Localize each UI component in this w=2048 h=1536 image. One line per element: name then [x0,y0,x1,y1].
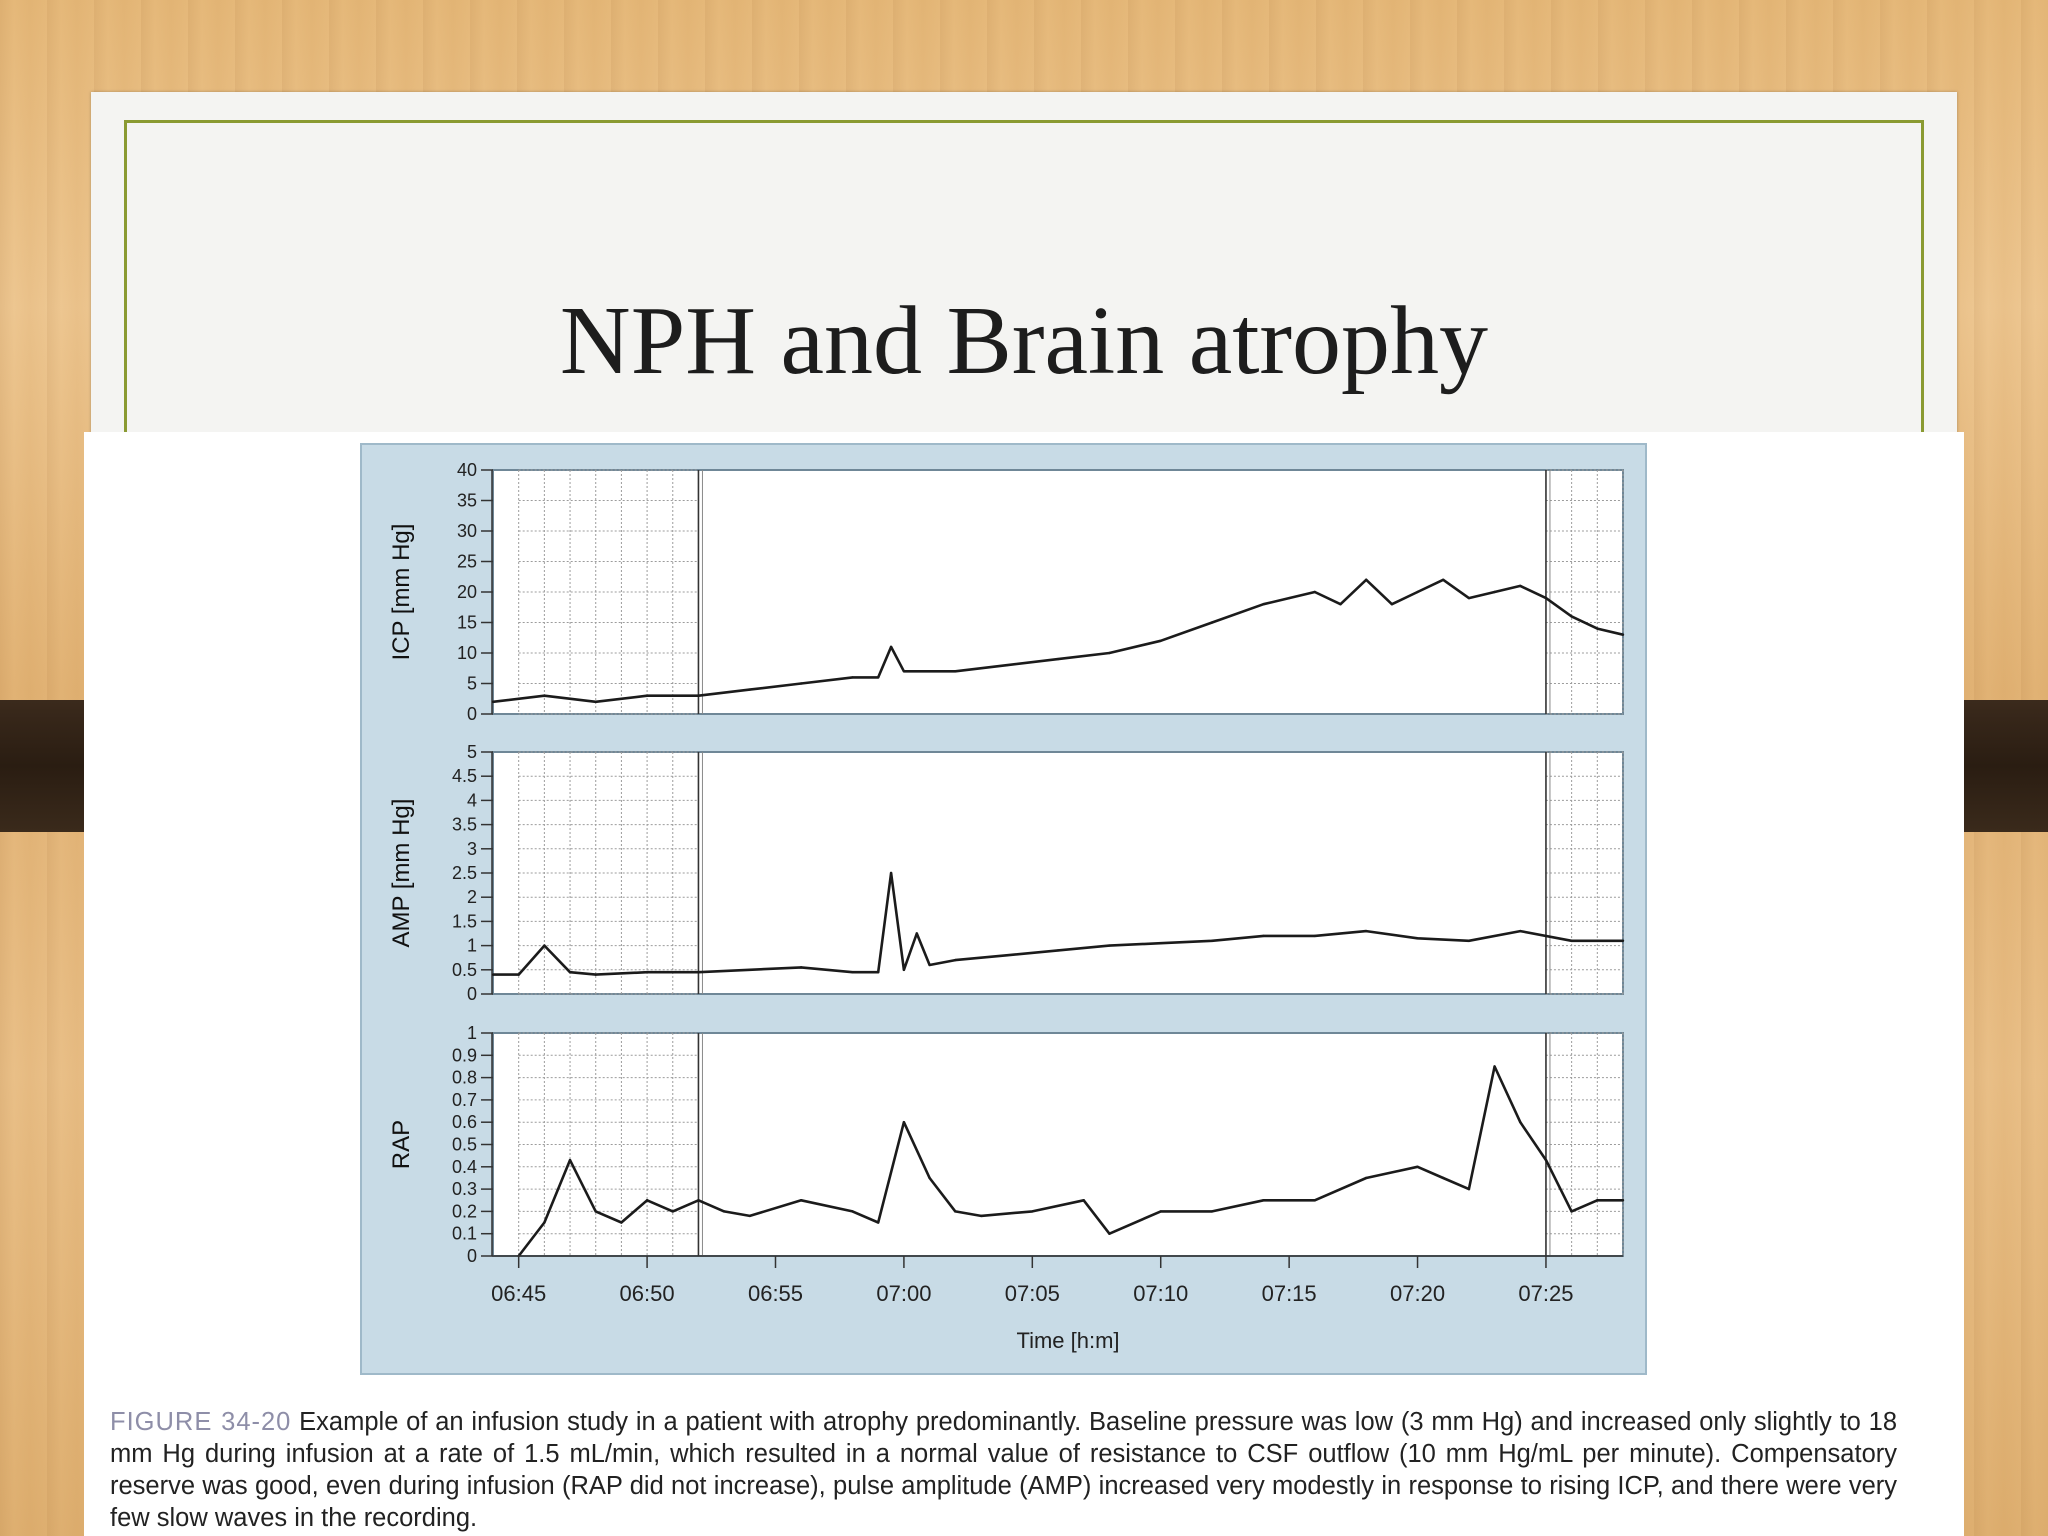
panel-2-y-tick-label: 3.5 [451,814,477,835]
panel-1-data-point [800,682,802,684]
figure-label: FIGURE 34-20 [110,1408,292,1436]
panel-2-data-point [1262,935,1264,937]
panel-3-data-point [569,1159,571,1161]
panel-3-data-point [595,1210,597,1212]
panel-2-data-point [928,964,930,966]
panel-1-y-tick-label: 25 [456,551,477,572]
panel-3-x-tick-label: 07:25 [1518,1281,1574,1306]
panel-3-data-point [954,1210,956,1212]
panel-3-data-point [697,1199,699,1201]
panel-1-data-point [1622,634,1624,636]
panel-2-y-tick-label: 2 [466,887,477,908]
panel-2-data-point [877,971,879,973]
panel-3-y-tick-label: 0.7 [451,1089,477,1110]
panel-3-data-point [1160,1210,1162,1212]
panel-3-data-point [1468,1188,1470,1190]
panel-1-y-axis-label: ICP [mm Hg] [388,523,415,661]
panel-1-y-tick-label: 15 [456,612,477,633]
panel-1-data-point [903,670,905,672]
panel-1-data-point [697,695,699,697]
panel-3-data-point [1493,1065,1495,1067]
panel-2-data-point [1057,949,1059,951]
panel-2-y-tick-label: 4.5 [451,766,477,787]
panel-3-data-point [1545,1159,1547,1161]
panel-2-data-point [1519,930,1521,932]
panel-2-y-tick-label: 1 [466,935,477,956]
panel-3-data-point [1416,1166,1418,1168]
panel-3-data-point [1211,1210,1213,1212]
panel-1-data-point [492,701,494,703]
panel-3-x-tick-label: 06:55 [747,1281,804,1306]
panel-2-y-tick-label: 0 [466,984,477,1004]
panel-1-data-point [1391,603,1393,605]
panel-2-data-point [1108,944,1110,946]
panel-1-data-point [1416,591,1418,593]
panel-3-x-axis-label: Time [h:m] [1016,1328,1120,1353]
panel-3-x-tick-label: 07:15 [1261,1281,1317,1306]
panel-2-data-point [749,969,751,971]
panel-3-x-tick-label: 06:45 [491,1281,547,1306]
panel-3-data-point [1108,1233,1110,1235]
panel-2-y-tick-label: 2.5 [451,863,477,883]
panel-1-data-point [1570,615,1572,617]
panel-2-data-point [1211,940,1213,942]
panel-2-data-point [1622,940,1624,942]
panel-1-data-point [1108,652,1110,654]
panel-2-y-tick-label: 1.5 [451,911,477,932]
panel-1-data-point [851,676,853,678]
panel-2-data-point [1005,954,1007,956]
panel-3-data-point [749,1215,751,1217]
panel-1-plot-area [493,470,1623,714]
panel-2-data-point [1468,940,1470,942]
panel-3-y-tick-label: 0.3 [451,1179,477,1200]
panel-3-x-tick-label: 07:05 [1004,1281,1060,1306]
panel-2-data-point [903,969,905,971]
panel-3-data-point [1442,1177,1444,1179]
panel-2-data-point [517,973,519,975]
panel-2-data-point [543,944,545,946]
panel-2-y-tick-label: 5 [466,742,477,762]
panel-1-data-point [1365,579,1367,581]
panel-1-data-point [646,695,648,697]
panel-3-data-point [1570,1210,1572,1212]
panel-3-data-point [980,1215,982,1217]
panel-3-data-point [672,1210,674,1212]
panel-3-y-tick-label: 0.5 [451,1134,477,1155]
panel-1-data-point [1160,640,1162,642]
panel-3-data-point [1519,1121,1521,1123]
panel-2-data-point [1160,942,1162,944]
panel-2-y-axis-label: AMP [mm Hg] [388,798,415,948]
panel-3-y-tick-label: 0.1 [451,1223,477,1244]
panel-1-data-point [1493,591,1495,593]
panel-1-data-point [749,688,751,690]
panel-1-y-tick-label: 5 [466,673,477,694]
panel-2-data-point [800,966,802,968]
panel-3-data-point [1082,1199,1084,1201]
panel-3-data-point [1314,1199,1316,1201]
panel-3-plot-area [493,1033,1623,1256]
panel-1-data-point [595,701,597,703]
panel-2-data-point [595,973,597,975]
panel-1-data-point [1288,597,1290,599]
panel-2-plot-area [493,752,1623,994]
panel-1-y-tick-label: 40 [456,460,477,480]
panel-2-data-point [890,872,892,874]
panel-1-data-point [877,676,879,678]
panel-1-data-point [1468,597,1470,599]
panel-3-data-point [543,1221,545,1223]
panel-1-data-point [1442,579,1444,581]
panel-1-data-point [954,670,956,672]
panel-1-data-point [1519,585,1521,587]
panel-3-data-point [903,1121,905,1123]
panel-1-data-point [1262,603,1264,605]
panel-3-data-point [1622,1199,1624,1201]
panel-3-data-point [928,1177,930,1179]
panel-1-data-point [1211,621,1213,623]
panel-1-data-point [1005,664,1007,666]
panel-3-x-tick-label: 06:50 [619,1281,675,1306]
panel-1-data-point [543,695,545,697]
panel-2-data-point [851,971,853,973]
panel-3-data-point [1262,1199,1264,1201]
panel-3-data-point [620,1221,622,1223]
panel-2-data-point [569,971,571,973]
panel-3-data-point [800,1199,802,1201]
panel-3-data-point [723,1210,725,1212]
panel-3-y-tick-label: 0.2 [451,1201,477,1222]
panel-3-y-tick-label: 1 [466,1023,477,1043]
panel-3-y-tick-label: 0.8 [451,1067,477,1088]
panel-2-data-point [954,959,956,961]
panel-1-data-point [1545,597,1547,599]
panel-1-y-tick-label: 10 [456,643,477,663]
panel-1-y-tick-label: 35 [456,490,477,511]
panel-2-y-tick-label: 3 [466,838,477,859]
panel-3-x-tick-label: 07:10 [1133,1281,1189,1306]
panel-1-y-tick-label: 30 [456,521,477,541]
panel-2-data-point [492,973,494,975]
panel-3-y-axis-label: RAP [388,1119,415,1170]
panel-3-data-point [1596,1199,1598,1201]
panel-3-data-point [877,1221,879,1223]
panel-1-data-point [1596,627,1598,629]
panel-2-y-tick-label: 4 [466,790,477,811]
panel-2-data-point [1570,940,1572,942]
panel-2-data-point [1416,937,1418,939]
panel-3-data-point [1365,1177,1367,1179]
panel-3-x-tick-label: 07:00 [876,1281,932,1306]
panel-3-x-tick-label: 07:20 [1390,1281,1446,1306]
panel-1-data-point [1057,658,1059,660]
caption-text: Example of an infusion study in a patient with atrophy predominantly. Baseline pressure was low (3 mm Hg) and increased only slightly to 18 mm Hg during infusion at a rate of 1.5 mL/min, which resulted in a normal value of resistance to CSF outflow (10 mm Hg/mL per minute). Compensatory reserve was good, even during infusion (RAP did not increase), pulse amplitude (AMP) increased very modestly in response to rising ICP, and there were very few slow waves in the recording. [110,1408,1897,1532]
panel-2-data-point [646,971,648,973]
panel-1-data-point [890,646,892,648]
panel-3-y-tick-label: 0.6 [451,1112,477,1133]
panel-3-data-point [1031,1210,1033,1212]
panel-2-y-tick-label: 0.5 [451,959,477,980]
panel-3-y-tick-label: 0.4 [451,1156,477,1177]
panel-3-y-tick-label: 0.9 [451,1045,477,1066]
panel-1-data-point [1314,591,1316,593]
panel-1-y-tick-label: 20 [456,582,477,602]
panel-3-data-point [646,1199,648,1201]
panel-3-y-tick-label: 0 [466,1246,477,1266]
panel-2-data-point [1314,935,1316,937]
panel-1-y-tick-label: 0 [466,704,477,724]
panel-3-data-point [851,1210,853,1212]
panel-1-data-point [1339,603,1341,605]
panel-2-data-point [1365,930,1367,932]
figure-caption [110,1406,1897,1534]
panel-2-data-point [697,971,699,973]
slide-title: NPH and Brain atrophy [559,287,1489,395]
panel-2-data-point [916,932,918,934]
